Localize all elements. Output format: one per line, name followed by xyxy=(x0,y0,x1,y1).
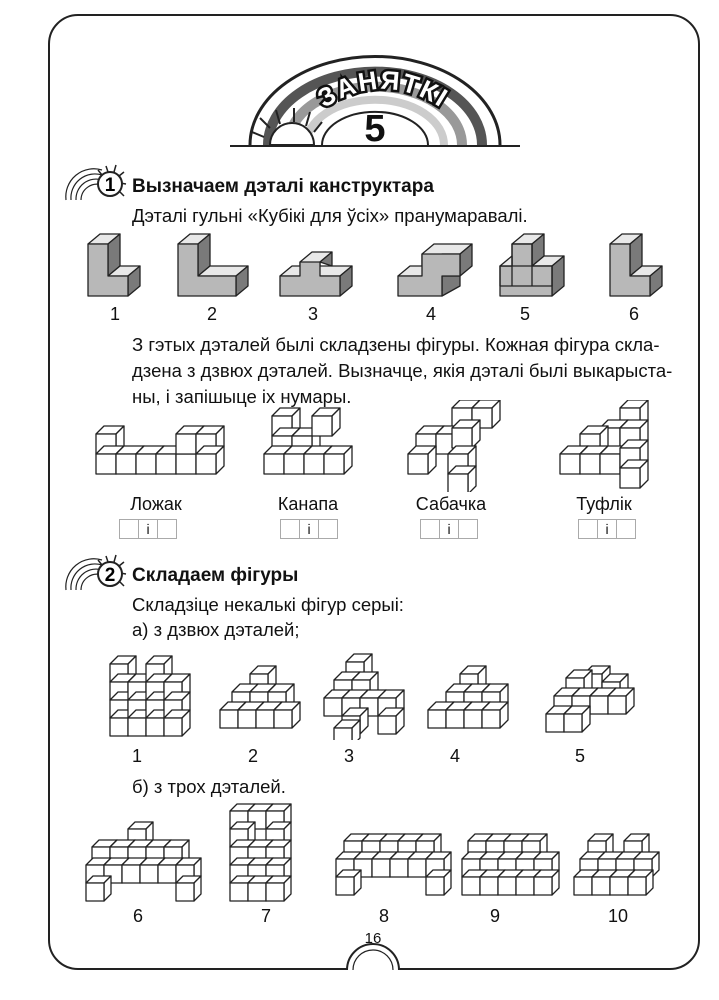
row-a-number-1: 1 xyxy=(131,746,142,766)
figure-a-4 xyxy=(428,666,508,728)
part-5 xyxy=(500,234,564,296)
section-1-intro: Дэталі гульні «Кубікі для ўсіх» пранумаравалі. xyxy=(132,205,528,226)
section-2-intro: Складзіце некалькі фігур серыі: xyxy=(132,594,404,615)
parts-row xyxy=(80,232,680,302)
figure-name-4: Туфлік xyxy=(576,494,632,514)
answer-input[interactable] xyxy=(280,519,300,539)
part-number-3: 3 xyxy=(307,304,318,324)
task-line-3: ны, і запішыце іх нумары. xyxy=(132,386,352,407)
part-number-2: 2 xyxy=(206,304,217,324)
part-1 xyxy=(88,234,140,296)
part-2 xyxy=(178,234,248,296)
figure-kanapa xyxy=(264,408,352,474)
option-b: б) з трох дэталей. xyxy=(132,776,286,797)
figure-a-5 xyxy=(546,666,634,732)
answer-input[interactable] xyxy=(319,519,338,539)
part-4 xyxy=(398,244,472,296)
part-number-4: 4 xyxy=(425,304,436,324)
figure-sabachka xyxy=(408,400,500,492)
section-1-number: 1 xyxy=(104,175,116,196)
row-b-number-6: 6 xyxy=(132,906,143,926)
section-1-title: Вызначаем дэталі канструктара xyxy=(132,176,434,197)
figure-b-10 xyxy=(574,834,659,895)
figure-name-1: Ложак xyxy=(130,494,182,514)
separator: і xyxy=(440,519,459,539)
row-a-number-2: 2 xyxy=(247,746,258,766)
figure-a-1 xyxy=(110,656,190,736)
answer-boxes-2 xyxy=(280,519,338,539)
answer-input[interactable] xyxy=(459,519,478,539)
section-2-badge xyxy=(62,552,134,594)
task-line-2: дзена з дзвюх дэталей. Вызначце, якія дэталі былі выкарыста- xyxy=(132,360,673,381)
row-b-number-7: 7 xyxy=(260,906,271,926)
answer-input[interactable] xyxy=(119,519,139,539)
answer-input[interactable] xyxy=(617,519,636,539)
row-a-number-3: 3 xyxy=(343,746,354,766)
section-1-badge xyxy=(62,162,134,204)
svg-text:ЗАНЯТКІ xyxy=(312,65,454,114)
row-a-number-4: 4 xyxy=(449,746,460,766)
row-a-number-5: 5 xyxy=(574,746,585,766)
section-2-title: Складаем фігуры xyxy=(132,565,299,586)
row-b-number-8: 8 xyxy=(378,906,389,926)
figure-a-3 xyxy=(324,654,404,740)
header-title: ЗАНЯТКІ xyxy=(312,64,455,114)
row-b-number-10: 10 xyxy=(607,906,629,926)
lesson-number: 5 xyxy=(364,108,386,150)
separator: і xyxy=(139,519,158,539)
figure-a-2 xyxy=(220,666,300,728)
row-b-number-9: 9 xyxy=(489,906,500,926)
figure-tuflik xyxy=(560,400,648,488)
separator: і xyxy=(598,519,617,539)
answer-input[interactable] xyxy=(578,519,598,539)
part-number-1: 1 xyxy=(109,304,120,324)
answer-boxes-3 xyxy=(420,519,478,539)
part-3 xyxy=(280,252,352,296)
row-a-figures xyxy=(100,648,660,740)
answer-input[interactable] xyxy=(158,519,177,539)
option-a: а) з дзвюх дэталей; xyxy=(132,619,300,640)
separator: і xyxy=(300,519,319,539)
part-number-5: 5 xyxy=(519,304,530,324)
page-number: 16 xyxy=(364,930,382,947)
figure-b-7 xyxy=(230,804,291,901)
answer-input[interactable] xyxy=(420,519,440,539)
section-2-number: 2 xyxy=(104,565,116,586)
figure-name-2: Канапа xyxy=(277,494,339,514)
figures-row xyxy=(90,400,670,492)
answer-boxes-1 xyxy=(119,519,177,539)
figure-b-8 xyxy=(336,834,451,895)
part-6 xyxy=(610,234,662,296)
row-b-figures xyxy=(80,800,670,906)
figure-b-9 xyxy=(462,834,559,895)
answer-boxes-4 xyxy=(578,519,636,539)
figure-name-3: Сабачка xyxy=(415,494,487,514)
task-line-1: З гэтых дэталей былі складзены фігуры. Кожная фігура скла- xyxy=(132,334,660,355)
part-number-6: 6 xyxy=(628,304,639,324)
figure-b-6 xyxy=(86,822,201,901)
figure-lozhak xyxy=(96,426,224,474)
